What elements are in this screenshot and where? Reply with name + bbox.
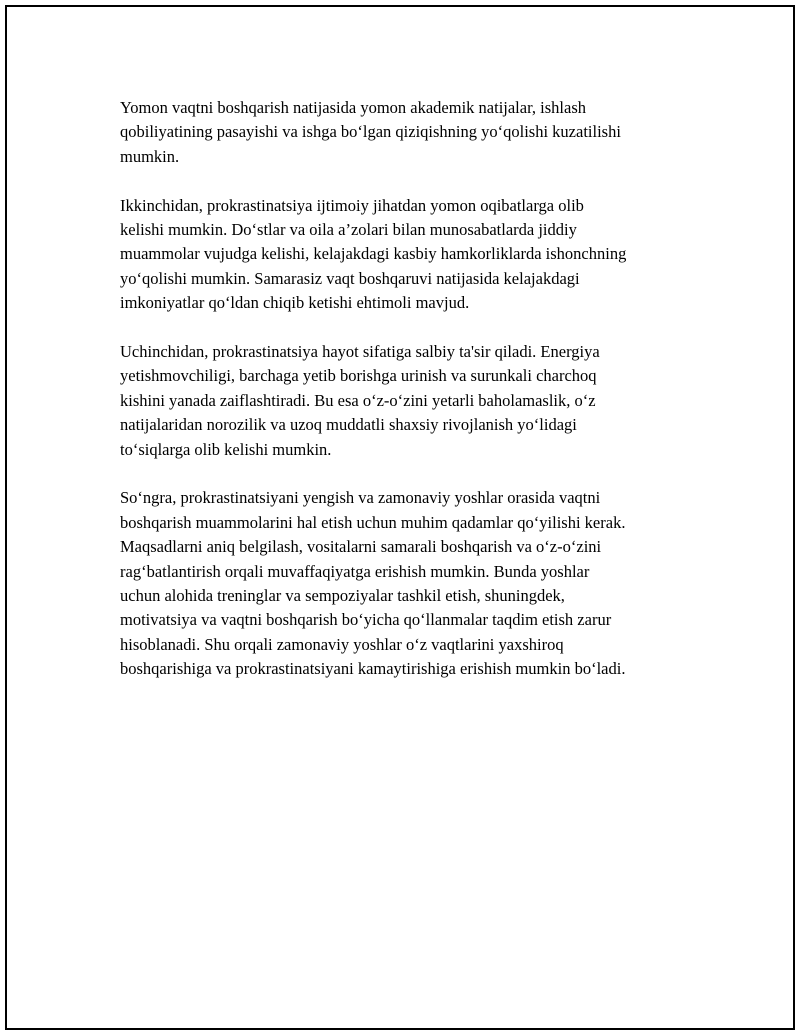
paragraph-social-consequences: Ikkinchidan, prokrastinatsiya ijtimoiy jihatdan yomon oqibatlarga olib kelishi mumkin. Do‘stlar va oila a’zolari bilan munosabatlarda jiddiy muammolar vujudga kelishi, kelajakdagi kasbiy hamkorliklarda ishonchning yo‘qolishi mumkin. Samarasiz vaqt boshqaruvi natijasida kelajakdagi imkoniyatlar qo‘ldan chiqib ketishi ehtimoli mavjud. bbox=[120, 195, 627, 313]
paragraph-consequences-academic: Yomon vaqtni boshqarish natijasida yomon akademik natijalar, ishlash qobiliyatining pasayishi va ishga bo‘lgan qiziqishning yo‘qolishi kuzatilishi mumkin. bbox=[120, 98, 621, 166]
paragraph-solutions: So‘ngra, prokrastinatsiyani yengish va zamonaviy yoshlar orasida vaqtni boshqarish muammolarini hal etish uchun muhim qadamlar qo‘yilishi kerak. Maqsadlarni aniq belgilash, vositalarni samarali boshqarish va o‘z-o‘zini rag‘batlantirish orqali muvaffaqiyatga erishish mumkin. Bunda yoshlar uchun alohida treninglar va sempoziyalar tashkil etish, shuningdek, motivatsiya va vaqtni boshqarish bo‘yicha qo‘llanmalar taqdim etish zarur hisoblanadi. Shu orqali zamonaviy yoshlar o‘z vaqtlarini yaxshiroq boshqarishiga va prokrastinatsiyani kamaytirishiga erishish mumkin bo‘ladi. bbox=[120, 488, 626, 679]
paragraph-life-quality: Uchinchidan, prokrastinatsiya hayot sifatiga salbiy ta'sir qiladi. Energiya yetishmovchiligi, barchaga yetib borishga urinish va surunkali charchoq kishini yanada zaiflashtiradi. Bu esa o‘z-o‘zini yetarli baholamaslik, o‘z natijalaridan norozilik va uzoq muddatli shaxsiy rivojlanish yo‘lidagi to‘siqlarga olib kelishi mumkin. bbox=[120, 342, 600, 459]
page-frame bbox=[5, 5, 795, 1030]
document-body bbox=[120, 96, 698, 706]
